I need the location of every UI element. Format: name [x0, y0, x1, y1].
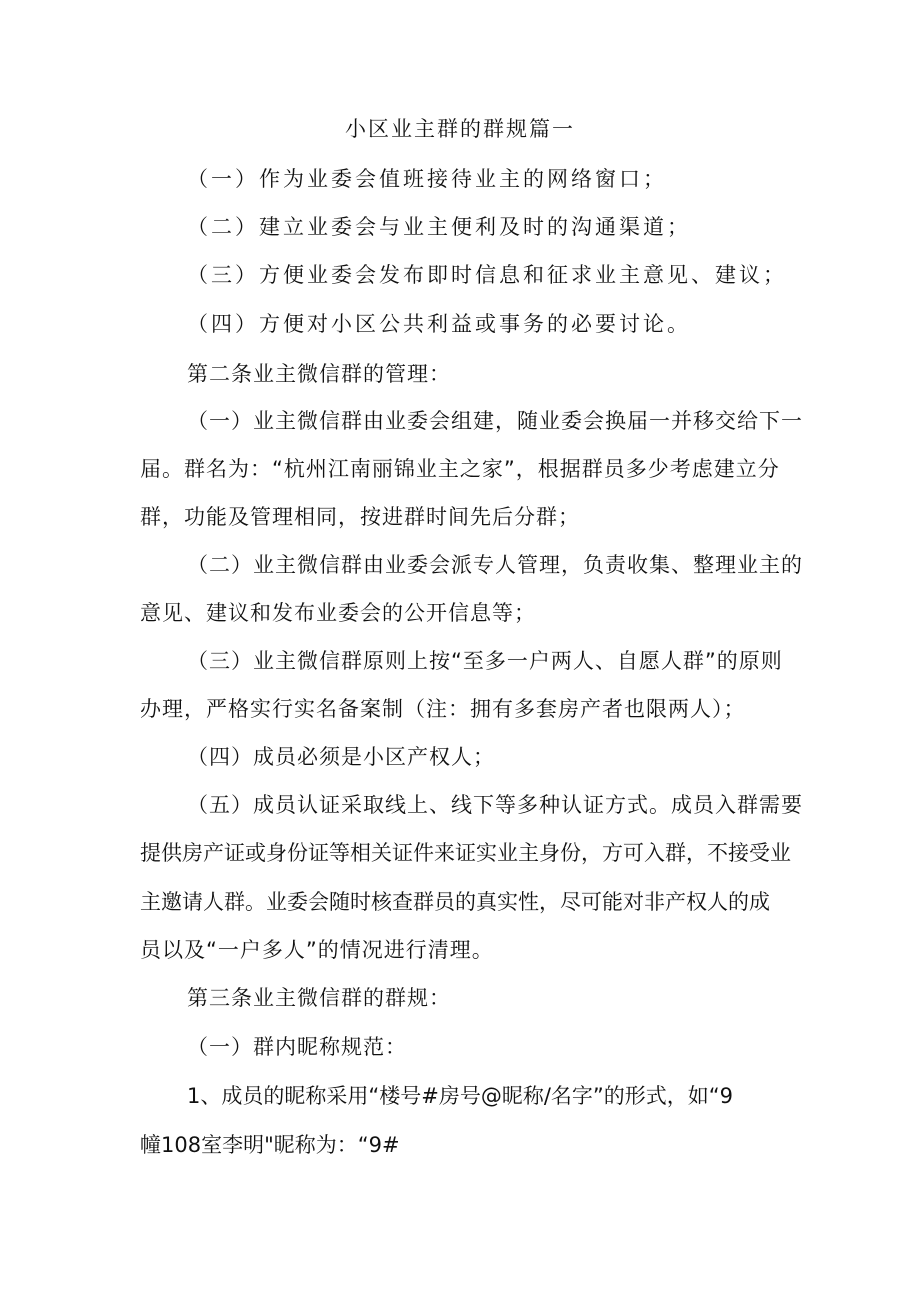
paragraph-line-10: 意见、建议和发布业委会的公开信息等； [140, 601, 536, 625]
paragraph-line-3: （三）方便业委会发布即时信息和征求业主意见、建议； [187, 263, 787, 287]
paragraph-line-17: 员以及“一户多人”的情况进行清理。 [140, 938, 494, 962]
paragraph-line-21: 幢108室李明"昵称为：“9# [140, 1133, 400, 1157]
paragraph-line-11: （三）业主微信群原则上按“至多一户两人、自愿人群”的原则 [187, 649, 783, 673]
paragraph-line-12: 办理，严格实行实名备案制（注：拥有多套房产者也限两人）； [140, 697, 746, 721]
paragraph-line-8: 群，功能及管理相同，按进群时间先后分群； [140, 505, 580, 529]
paragraph-line-19: （一）群内昵称规范： [187, 1035, 407, 1059]
paragraph-line-2: （二）建立业委会与业主便利及时的沟通渠道； [187, 215, 691, 239]
paragraph-line-13: （四）成员必须是小区产权人； [187, 745, 495, 769]
section-heading-3: 第三条业主微信群的群规： [187, 986, 451, 1010]
section-heading-2: 第二条业主微信群的管理： [187, 362, 451, 386]
paragraph-line-15: 提供房产证或身份证等相关证件来证实业主身份，方可入群，不接受业 [140, 841, 791, 865]
document-title: 小区业主群的群规篇一 [345, 117, 575, 141]
paragraph-line-14: （五）成员认证采取线上、线下等多种认证方式。成员入群需要 [187, 793, 803, 817]
paragraph-line-9: （二）业主微信群由业委会派专人管理，负责收集、整理业主的 [187, 553, 803, 577]
paragraph-line-16: 主邀请人群。业委会随时核查群员的真实性，尽可能对非产权人的成 [140, 890, 770, 914]
paragraph-line-20: 1、成员的昵称采用“楼号#房号@昵称/名字”的形式，如“9 [187, 1084, 734, 1108]
paragraph-line-1: （一）作为业委会值班接待业主的网络窗口； [187, 167, 667, 191]
paragraph-line-4: （四）方便对小区公共利益或事务的必要讨论。 [187, 312, 691, 336]
paragraph-line-7: 届。群名为：“杭州江南丽锦业主之家”，根据群员多少考虑建立分 [140, 457, 780, 481]
paragraph-line-6: （一）业主微信群由业委会组建，随业委会换届一并移交给下一 [187, 409, 803, 433]
